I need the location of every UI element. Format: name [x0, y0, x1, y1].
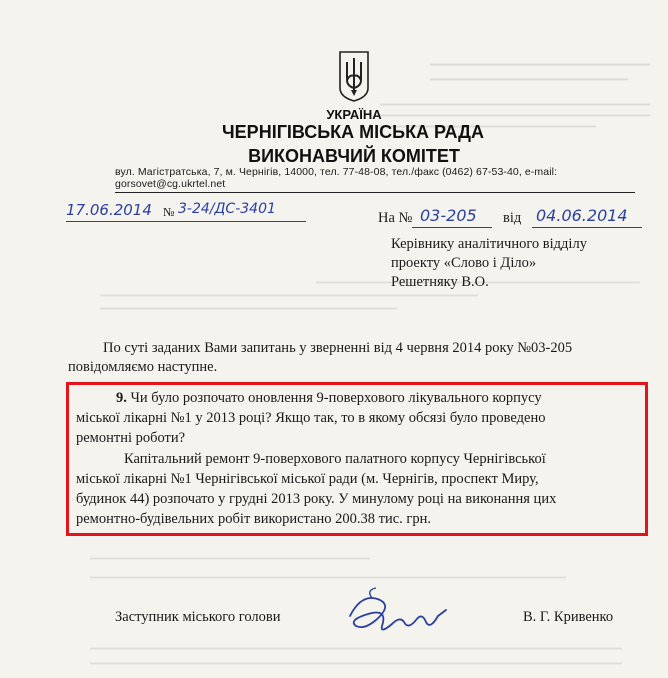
reference-na-label: На № — [378, 210, 413, 226]
answer-line-2: міської лікарні №1 Чернігівської міської ради (м. Чернігів, проспект Миру, — [76, 471, 539, 487]
question-line-2: міської лікарні №1 у 2013 році? Якщо так, то в якому обсязі було проведено — [76, 410, 546, 426]
answer-line-4: ремонтно-будівельних робіт використано 200.38 тис. грн. — [76, 511, 431, 527]
council-address: вул. Магістратська, 7, м. Чернігів, 14000, тел. 77-48-08, тел./факс (0462) 67-53-40, e-mail: gorsovet@cg.ukrtel.net — [115, 166, 635, 193]
council-title: ЧЕРНІГІВСЬКА МІСЬКА РАДА — [222, 122, 484, 142]
intro-line-1: По суті заданих Вами запитань у зверненні від 4 червня 2014 року №03-205 — [103, 340, 573, 356]
recipient-block — [391, 235, 587, 292]
registration-number: 3-24/ДС-3401 — [178, 201, 276, 217]
reference-number-underline — [412, 227, 492, 228]
reference-number: 03-205 — [420, 206, 477, 225]
recipient-line-3: Решетняку В.О. — [391, 274, 489, 290]
answer-line-3: будинок 44) розпочато у грудні 2013 року. У минулому році на виконання цих — [76, 491, 557, 507]
signatory-position: Заступник міського голови — [115, 609, 281, 625]
question-line-3: ремонтні роботи? — [76, 430, 186, 446]
recipient-line-2: проекту «Слово і Діло» — [391, 255, 537, 271]
signatory-name: В. Г. Кривенко — [523, 609, 614, 625]
trident-emblem-icon — [337, 50, 371, 102]
intro-line-2: повідомляємо наступне. — [68, 359, 218, 375]
registration-underline — [66, 221, 306, 222]
reference-date-underline — [532, 227, 642, 228]
reference-vid-label: від — [503, 210, 522, 226]
registration-date: 17.06.2014 — [66, 201, 152, 219]
answer-line-1: Капітальний ремонт 9-поверхового палатного корпусу Чернігівської — [124, 451, 546, 467]
committee-title: ВИКОНАВЧИЙ КОМІТЕТ — [248, 146, 460, 166]
recipient-line-1: Керівнику аналітичного відділу — [391, 236, 587, 252]
country-title: УКРАЇНА — [326, 107, 382, 122]
question-number: 9. — [116, 390, 127, 406]
handwritten-signature-icon — [342, 586, 452, 640]
question-line-1 — [116, 388, 636, 408]
registration-number-prefix: № — [163, 205, 175, 219]
reference-date: 04.06.2014 — [536, 206, 628, 225]
question-text-1: Чи було розпочато оновлення 9-поверхового лікувального корпусу — [130, 390, 542, 406]
